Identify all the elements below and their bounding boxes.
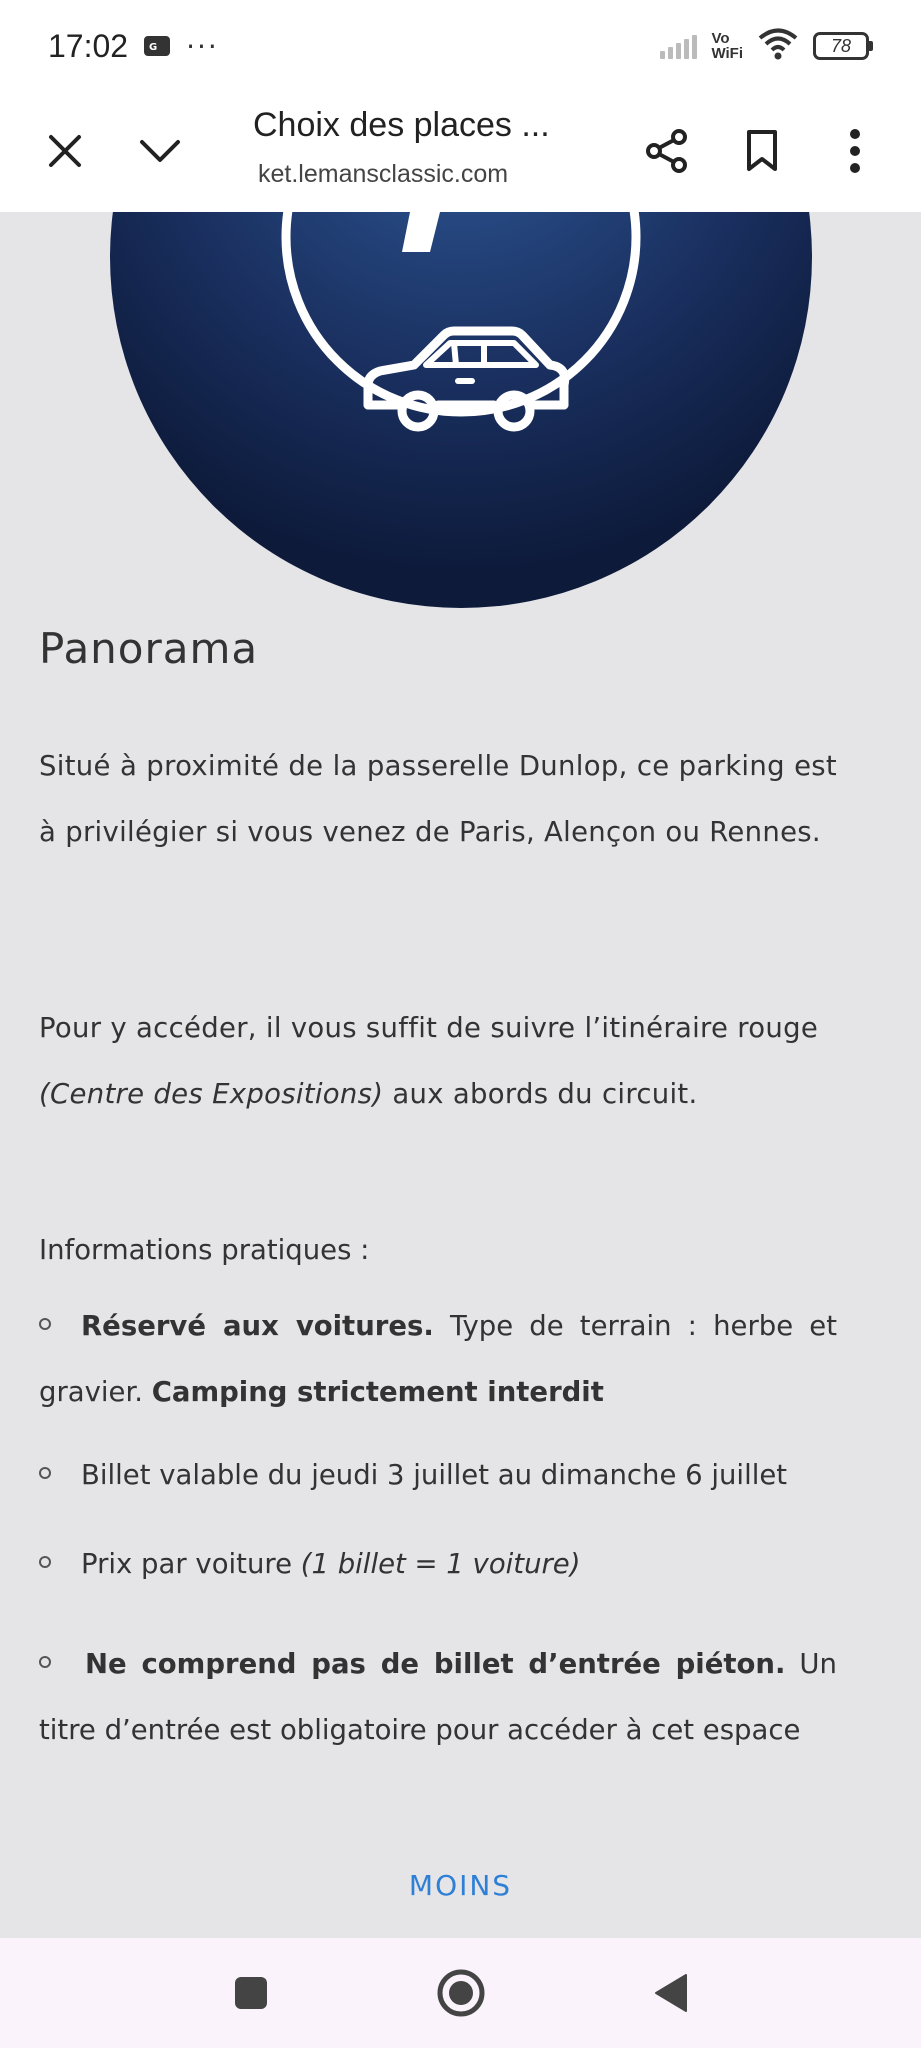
status-bar xyxy=(0,0,921,92)
bullet-bold-2: Camping strictement interdit xyxy=(151,1376,604,1408)
close-icon xyxy=(47,133,83,169)
menu-button[interactable] xyxy=(820,116,890,186)
wifi-icon xyxy=(757,27,799,65)
more-vert-icon xyxy=(849,129,861,173)
bullet-icon xyxy=(39,1556,51,1568)
info-label: Informations pratiques : xyxy=(39,1234,370,1266)
bookmark-button[interactable] xyxy=(727,116,797,186)
page-content xyxy=(0,212,921,1938)
close-button[interactable] xyxy=(30,116,100,186)
home-icon xyxy=(436,1968,486,2018)
bullet-icon xyxy=(39,1656,51,1668)
show-less-button[interactable]: MOINS xyxy=(408,1869,513,1902)
bookmark-icon xyxy=(745,129,779,173)
svg-text:G: G xyxy=(149,42,158,53)
bullet-text: Billet valable du jeudi 3 juillet au dimanche 6 juillet xyxy=(81,1459,788,1491)
signal-icon xyxy=(660,33,697,59)
page-title: Choix des places ... xyxy=(253,106,550,144)
description-paragraph: Situé à proximité de la passerelle Dunlop, ce parking est à privilégier si vous venez de Paris, Alençon ou Rennes. xyxy=(39,750,837,848)
bullet-icon xyxy=(39,1318,51,1330)
recents-button[interactable] xyxy=(221,1963,281,2023)
share-icon xyxy=(644,128,690,174)
notification-icon xyxy=(144,36,170,56)
more-notifications-icon: ··· xyxy=(186,29,219,63)
bullet-italic: (1 billet = 1 voiture) xyxy=(300,1548,581,1580)
back-icon xyxy=(654,1973,688,2013)
bullet-bold: Ne comprend pas de billet d’entrée piéton. xyxy=(85,1648,786,1680)
bullet-bold: Réservé aux voitures. xyxy=(81,1310,434,1342)
share-button[interactable] xyxy=(632,116,702,186)
access-text: Pour y accéder, il vous suffit de suivre l’itinéraire rouge xyxy=(39,1012,819,1044)
minimize-button[interactable] xyxy=(125,116,195,186)
bullet-text: Prix par voiture xyxy=(81,1548,301,1580)
list-item xyxy=(39,1631,837,1763)
chevron-down-icon xyxy=(138,136,182,166)
bullet-text: Un titre d’entrée est obligatoire pour accéder à cet espace xyxy=(39,1648,837,1746)
recents-icon xyxy=(233,1975,269,2011)
vowifi-label: Vo WiFi xyxy=(711,30,743,62)
system-nav-bar xyxy=(0,1938,921,2048)
access-paragraph xyxy=(39,995,837,1127)
browser-toolbar xyxy=(0,92,921,212)
list-item xyxy=(39,1531,837,1597)
access-text-end: aux abords du circuit. xyxy=(383,1078,698,1110)
access-route-name: (Centre des Expositions) xyxy=(39,1078,384,1110)
list-item xyxy=(39,1293,837,1425)
bullet-text: Type de terrain : herbe et gravier. xyxy=(39,1310,837,1408)
parking-illustration xyxy=(110,212,812,608)
section-title: Panorama xyxy=(39,624,259,673)
home-button[interactable] xyxy=(431,1963,491,2023)
battery-icon xyxy=(813,32,873,60)
status-time: 17:02 xyxy=(48,27,129,64)
page-url: ket.lemansclassic.com xyxy=(258,160,509,188)
bullet-icon xyxy=(39,1467,51,1479)
back-button[interactable] xyxy=(641,1963,701,2023)
battery-level: 78 xyxy=(813,32,869,60)
list-item xyxy=(39,1442,837,1508)
